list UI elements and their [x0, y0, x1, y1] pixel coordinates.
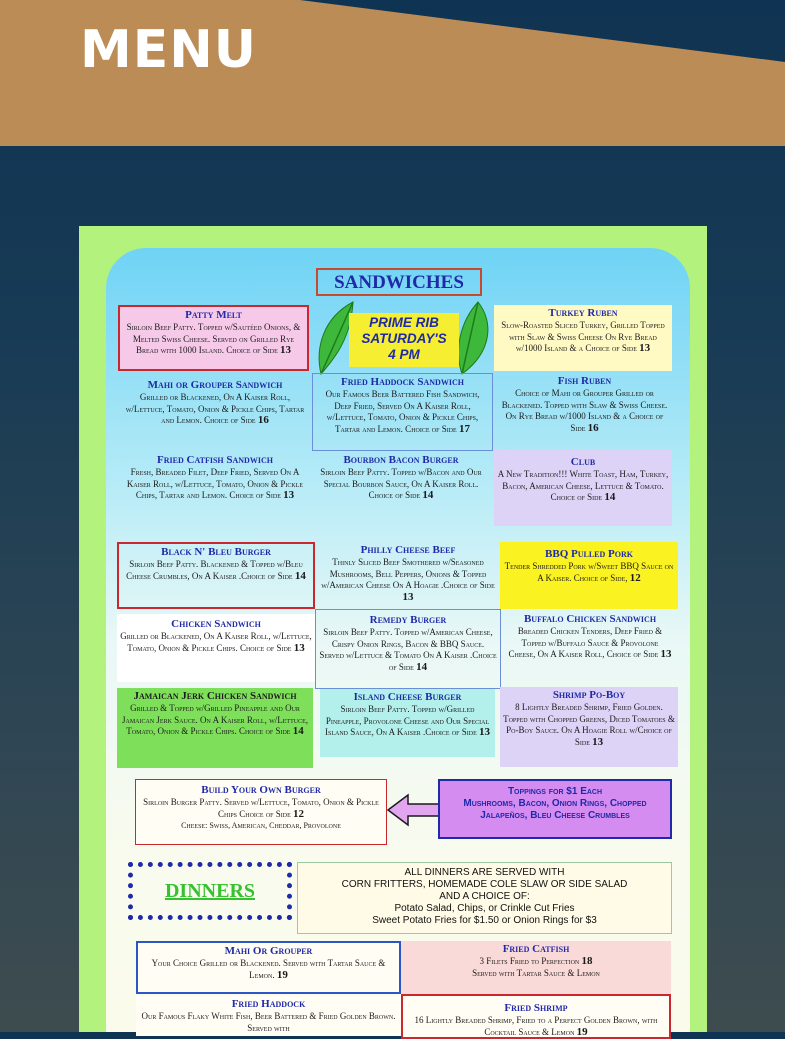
item-description: 8 Lightly Breaded Shrimp, Fried Golden. Topped with Chopped Greens, Diced Tomatoes & Po-Boy Sauce. On A Hoagie Roll w/Choice of Side 13: [503, 702, 675, 748]
item-description: 3 Filets Fried to Perfection 18: [479, 955, 593, 967]
item-description: Slow-Roasted Sliced Turkey, Grilled Topped with Slaw & Swiss Cheese On Rye Bread w/1000 Island & a Choice of Side 13: [501, 320, 665, 354]
dinners-note-line: CORN FRITTERS, HOMEMADE COLE SLAW OR SIDE SALAD: [341, 879, 628, 890]
menu-item-black-n-bleu-burger: [117, 542, 315, 609]
item-description: Choice of Mahi or Grouper Grilled or Blackened. Topped with Slaw & Swiss Cheese. On Rye Bread w/1000 Island & a Choice of Side 16: [501, 388, 668, 434]
item-description: Sirloin Beef Patty. Topped w/Sautéed Onions, & Melted Swiss Cheese. Served on Grilled Rye Bread with 1000 Island. Choice of Side 13: [126, 322, 301, 356]
dinners-note-line: Potato Salad, Chips, or Crinkle Cut Fries: [394, 903, 575, 914]
menu-item-fish-ruben: [497, 373, 672, 448]
menu-item-bbq-pulled-pork: [500, 542, 678, 609]
item-name: Mahi Or Grouper: [224, 945, 313, 957]
menu-item-philly-cheese-beef: [318, 542, 498, 608]
item-name: Buffalo Chicken Sandwich: [523, 613, 657, 625]
item-description: Our Famous Flaky White Fish, Beer Battered & Fried Golden Brown. Served with: [141, 1011, 396, 1033]
toppings-title: Toppings for $1 Each: [507, 786, 603, 797]
item-name: Bourbon Bacon Burger: [343, 454, 459, 466]
menu-item-island-cheese-burger: [320, 689, 495, 757]
menu-item-remedy-burger: [315, 609, 501, 689]
item-name: Club: [570, 456, 596, 468]
item-description: Sirloin Beef Patty. Topped w/American Cheese, Crispy Onion Rings, Bacon & BBQ Sauce. Served w/Lettuce & Tomato On A Kaiser .Choice of Side 14: [319, 627, 497, 673]
item-description: Grilled or Blackened, On A Kaiser Roll, w/Lettuce, Tomato, Onion & Pickle Chips, Tartar and Lemon. Choice of Side 16: [125, 392, 305, 426]
item-name: BBQ Pulled Pork: [545, 548, 633, 560]
menu-item-shrimp-po-boy: [500, 687, 678, 767]
dinners-note-line: ALL DINNERS ARE SERVED WITH: [404, 867, 565, 878]
menu-item-fried-catfish-sandwich: [118, 452, 312, 522]
item-name: Island Cheese Burger: [353, 691, 462, 703]
prime-rib-line: 4 PM: [388, 347, 420, 362]
item-name: Mahi or Grouper Sandwich: [147, 379, 283, 391]
dinners-title-frame: [128, 862, 292, 920]
dinners-note-line: Sweet Potato Fries for $1.50 or Onion Rings for $3: [372, 915, 597, 926]
item-name: Fried Catfish: [502, 943, 570, 955]
item-description: Our Famous Beer Battered Fish Sandwich, Deep Fried, Served On A Kaiser Roll, w/Lettuce, Tomato, Onion & Pickle Chips, Tartar and Lemon. Choice of Side 17: [325, 389, 480, 435]
item-description: Thinly Sliced Beef Smothered w/Seasoned Mushrooms, Bell Peppers, Onions & Topped w/American Cheese On A Hoagie .Choice of Side 13: [321, 557, 495, 603]
item-name: Shrimp Po-Boy: [552, 689, 626, 701]
item-description: Breaded Chicken Tenders, Deep Fried & Topped w/Buffalo Sauce & Provolone Cheese, On A Kaiser Roll, Choice of Side 13: [508, 626, 672, 660]
page-title: MENU: [80, 20, 258, 80]
item-name: Philly Cheese Beef: [360, 544, 456, 556]
menu-item-jamaican-jerk-chicken: [117, 688, 313, 768]
menu-item-club: [494, 450, 672, 526]
dinners-note-line: AND A CHOICE OF:: [439, 891, 530, 902]
item-description: Sirloin Beef Patty. Topped w/Grilled Pineapple, Provolone Cheese and Our Special Island Sauce, On A Kaiser .Choice of Side 13: [324, 704, 490, 738]
item-description: Served with Tartar Sauce & Lemon: [472, 967, 600, 978]
toppings-list: Mushrooms, Bacon, Onion Rings, Chopped Jalapeños, Bleu Cheese Crumbles: [463, 798, 647, 821]
item-name: Black N' Bleu Burger: [161, 546, 271, 558]
item-description: Your Choice Grilled or Blackened. Served with Tartar Sauce & Lemon. 19: [151, 958, 386, 981]
item-name: Chicken Sandwich: [171, 618, 261, 630]
menu-item-turkey-ruben: [494, 305, 672, 371]
sandwiches-title: SANDWICHES: [316, 268, 482, 296]
cheese-options: Cheese: Swiss, American, Cheddar, Provolone: [181, 821, 341, 830]
item-description: 16 Lightly Breaded Shrimp, Fried to a Perfect Golden Brown, with Cocktail Sauce & Lemon 19: [414, 1015, 658, 1038]
menu-item-fried-haddock-dinner: [136, 996, 401, 1036]
item-description: A New Tradition!!! White Toast, Ham, Turkey, Bacon, American Cheese, Lettuce & Tomato. Choice of Side 14: [497, 469, 669, 503]
prime-rib-line: PRIME RIB: [369, 315, 439, 330]
item-name: Fried Shrimp: [504, 1002, 568, 1014]
item-name: Fish Ruben: [557, 375, 612, 387]
item-name: Remedy Burger: [369, 614, 447, 626]
prime-rib-banner: [349, 313, 459, 367]
item-description: Grilled & Topped w/Grilled Pineapple and Our Jamaican Jerk Sauce. On A Kaiser Roll, w/Lettuce, Tomato, Onion & Pickle Chips. Choice of Side 14: [121, 703, 308, 737]
item-name: Fried Catfish Sandwich: [157, 454, 273, 466]
item-description: Sirloin Beef Patty. Topped w/Bacon and Our Special Bourbon Sauce, On A Kaiser Roll. Choice of Side 14: [320, 467, 482, 501]
menu-item-bourbon-bacon-burger: [309, 452, 493, 512]
menu-item-patty-melt: [118, 305, 309, 371]
menu-item-build-your-own-burger: [135, 779, 387, 845]
dinners-note: [297, 862, 672, 934]
toppings-box: [438, 779, 672, 839]
item-description: Sirloin Burger Patty. Served w/Lettuce, Tomato, Onion & Pickle Chips Choice of Side 12: [143, 797, 379, 820]
dinners-title: DINNERS: [164, 880, 256, 902]
menu-item-fried-shrimp-dinner: [401, 994, 671, 1039]
item-name: Fried Haddock: [231, 998, 306, 1010]
item-name: Build Your Own Burger: [201, 784, 321, 796]
item-description: Fresh, Breaded Filet, Deep Fried, Served On A Kaiser Roll, w/Lettuce, Tomato, Onion & Pickle Chips, Tartar and Lemon. Choice of Side 13: [126, 467, 304, 501]
item-name: Patty Melt: [185, 309, 242, 321]
menu-item-buffalo-chicken-sandwich: [504, 611, 676, 681]
menu-item-fried-catfish-dinner: [401, 941, 671, 994]
item-name: Jamaican Jerk Chicken Sandwich: [133, 690, 297, 702]
item-description: Grilled or Blackened, On A Kaiser Roll, w/Lettuce, Tomato, Onion & Pickle Chips. Choice of Side 13: [120, 631, 312, 654]
item-description: Tender Shredded Pork w/Sweet BBQ Sauce on A Kaiser. Choice of Side, 12: [504, 561, 674, 584]
prime-rib-line: SATURDAY'S: [361, 331, 447, 346]
item-name: Fried Haddock Sandwich: [341, 376, 464, 388]
item-name: Turkey Ruben: [548, 307, 618, 319]
arrow-left-icon: [386, 792, 442, 828]
menu-item-mahi-grouper-sandwich: [118, 377, 312, 445]
menu-item-fried-haddock-sandwich: [312, 373, 493, 451]
menu-item-mahi-grouper-dinner: [136, 941, 401, 994]
item-description: Sirloin Beef Patty. Blackened & Topped w/Bleu Cheese Crumbles, On A Kaiser .Choice of Side 14: [126, 559, 306, 582]
menu-item-chicken-sandwich: [117, 614, 315, 682]
